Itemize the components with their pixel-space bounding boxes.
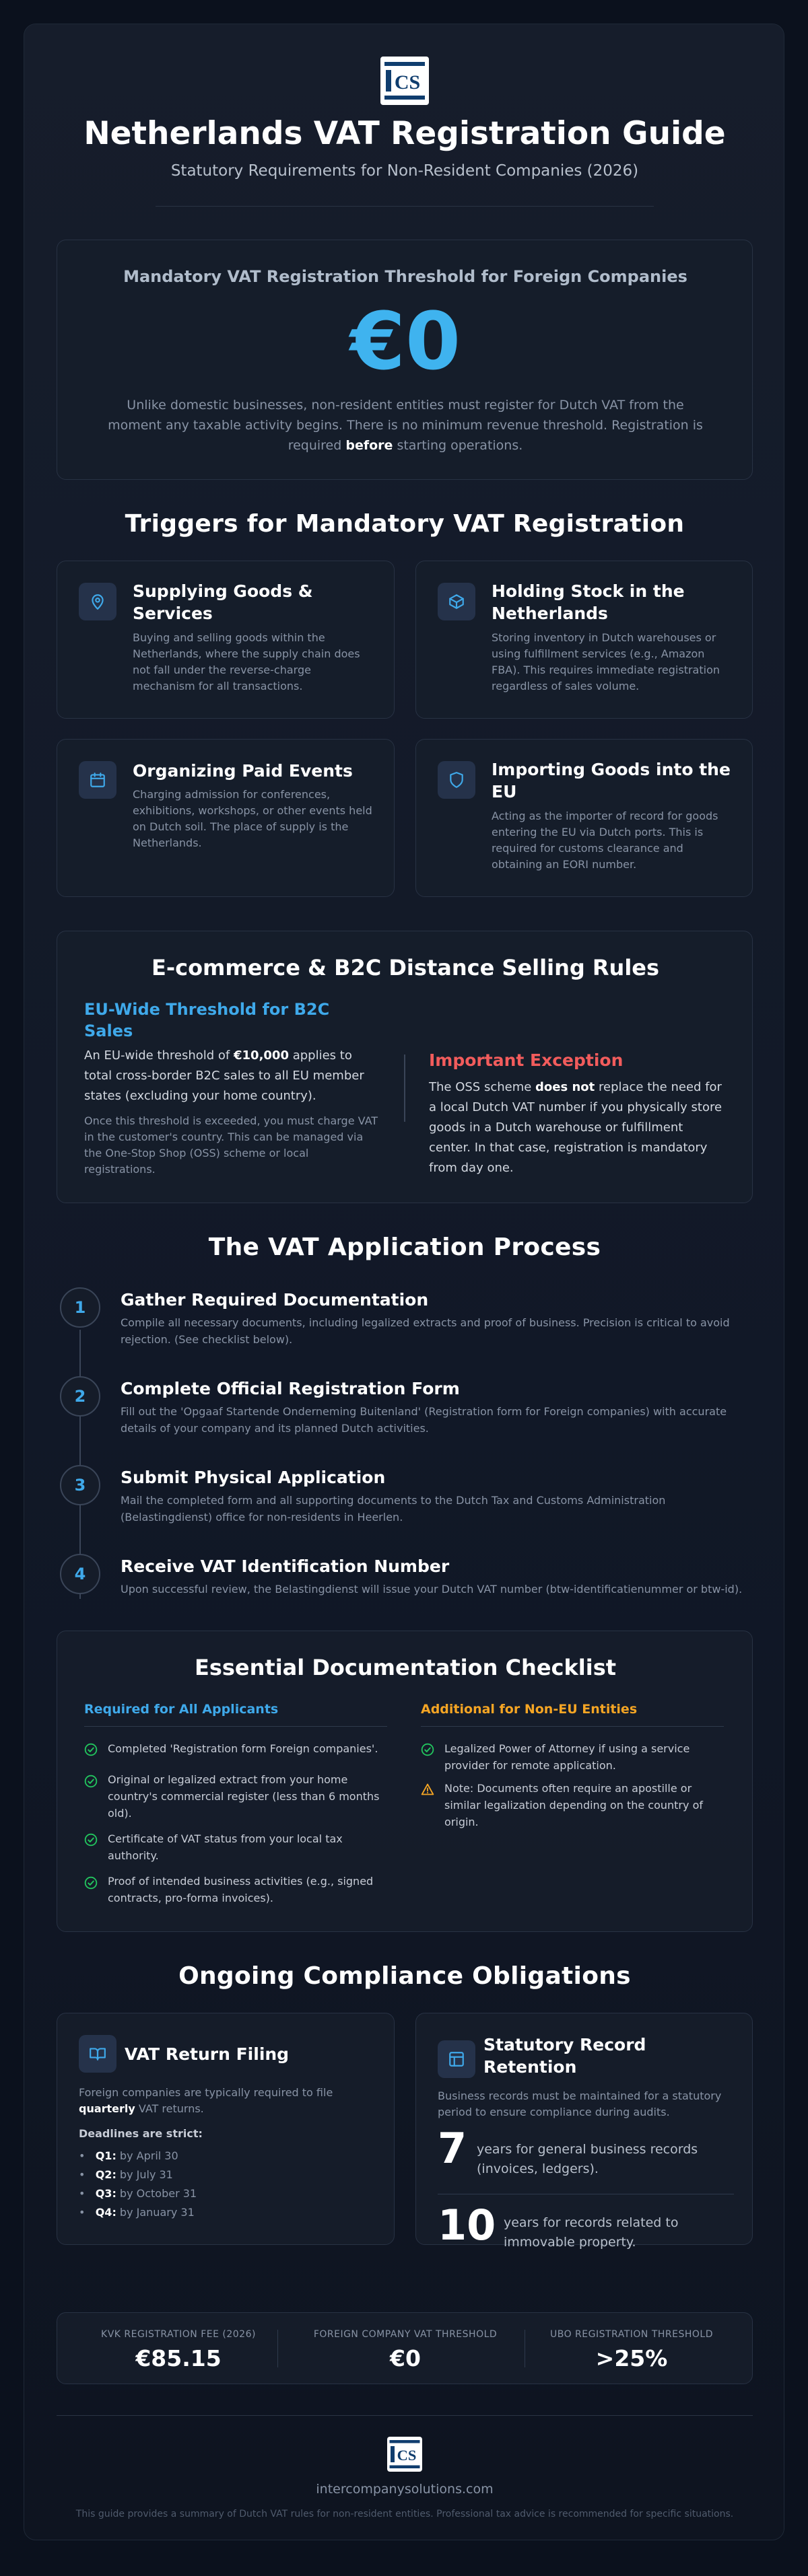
- archive-layout-icon: [438, 2040, 475, 2078]
- logo-mark-icon: [383, 59, 426, 102]
- shield-icon: [438, 761, 475, 799]
- b2c-threshold-text: An EU-wide threshold of €10,000 applies to total cross-border B2C sales to all EU member states (excluding your home country).: [84, 1048, 364, 1103]
- checklist-left-title: Required for All Applicants: [84, 1702, 279, 1717]
- vat-return-card: [57, 2013, 395, 2245]
- check-circle-icon: [84, 1775, 98, 1788]
- logo-text: CS: [394, 71, 421, 94]
- step-title: Complete Official Registration Form: [121, 1379, 460, 1398]
- trigger-title: Organizing Paid Events: [133, 761, 353, 781]
- step-number: 3: [60, 1465, 100, 1505]
- trigger-card-holding-stock: [415, 561, 753, 719]
- threshold-value: €0: [349, 295, 461, 388]
- trigger-description: Charging admission for conferences, exhibitions, workshops, or other events held on Dutch soil. The place of supply is the Netherlands.: [133, 788, 372, 849]
- header-divider: [156, 206, 654, 207]
- b2c-threshold-title: EU-Wide Threshold for B2C Sales: [84, 1000, 330, 1040]
- vat-return-description: Foreign companies are typically required to file quarterly VAT returns.: [79, 2086, 333, 2115]
- box-icon: [438, 583, 475, 620]
- record-retention-title: Statutory Record Retention: [483, 2035, 646, 2077]
- stat-value: €85.15: [135, 2345, 222, 2371]
- trigger-title: Importing Goods into the EU: [492, 760, 731, 801]
- checklist-heading: Essential Documentation Checklist: [194, 1655, 617, 1680]
- checklist-right-divider: [421, 1726, 724, 1727]
- stat-label: UBO REGISTRATION THRESHOLD: [549, 2329, 713, 2340]
- threshold-emphasis: before: [345, 438, 393, 453]
- vat-return-title: VAT Return Filing: [125, 2044, 290, 2064]
- ecommerce-divider: [404, 1054, 405, 1122]
- step-number: 1: [60, 1287, 100, 1328]
- exception-title: Important Exception: [429, 1050, 624, 1070]
- checklist-item: Note: Documents often require an apostille or similar legalization depending on the country of origin.: [444, 1782, 703, 1828]
- retention-years-general: 7: [438, 2124, 467, 2173]
- trigger-card-supplying: [57, 561, 395, 719]
- footer-website-link[interactable]: intercompanysolutions.com: [316, 2482, 494, 2497]
- retention-general-text: years for general business records (invoices, ledgers).: [477, 2142, 698, 2176]
- trigger-description: Acting as the importer of record for goods entering the EU via Dutch ports. This is required for customs clearance and obtaining an EORI number.: [492, 810, 718, 871]
- infographic-page: [24, 24, 784, 2540]
- stats-bar: [57, 2312, 753, 2384]
- record-retention-card: [415, 2013, 753, 2250]
- map-pin-icon: [79, 583, 116, 620]
- threshold-card: [57, 240, 753, 480]
- deadline-item: • Q1: by April 30: [79, 2149, 178, 2162]
- stat-label: FOREIGN COMPANY VAT THRESHOLD: [313, 2329, 498, 2340]
- trigger-title: Holding Stock in the Netherlands: [492, 581, 685, 623]
- triggers-heading: Triggers for Mandatory VAT Registration: [125, 510, 685, 538]
- trigger-description: Storing inventory in Dutch warehouses or using fulfillment services (e.g., Amazon FBA). This requires immediate registration regardless of sales volume.: [492, 631, 720, 692]
- stat-divider: [277, 2330, 278, 2367]
- page-subtitle: Statutory Requirements for Non-Resident Companies (2026): [170, 162, 639, 180]
- footer-disclaimer: This guide provides a summary of Dutch VAT rules for non-resident entities. Professional tax advice is recommended for specific situations.: [75, 2509, 734, 2519]
- stat-value: €0: [390, 2345, 421, 2371]
- page-title: Netherlands VAT Registration Guide: [83, 115, 726, 152]
- checklist-left-divider: [84, 1726, 387, 1727]
- calendar-icon: [79, 761, 116, 799]
- process-heading: The VAT Application Process: [208, 1233, 601, 1261]
- deadline-item: • Q4: by January 31: [79, 2206, 195, 2219]
- compliance-heading: Ongoing Compliance Obligations: [178, 1962, 631, 1990]
- b2c-threshold-note: Once this threshold is exceeded, you must charge VAT in the customer's country. This can be managed via the One-Stop Shop (OSS) scheme or local registrations.: [84, 1114, 378, 1176]
- trigger-title: Supplying Goods & Services: [133, 581, 313, 623]
- exception-text: The OSS scheme does not replace the need for a local Dutch VAT number if you physically store goods in a Dutch warehouse or fulfillment center. In that case, registration is mandatory from day one.: [429, 1080, 722, 1175]
- deadline-item: • Q3: by October 31: [79, 2187, 197, 2200]
- checklist-card: [57, 1631, 753, 1932]
- check-circle-icon: [421, 1743, 434, 1756]
- deadlines-label: Deadlines are strict:: [79, 2127, 203, 2140]
- step-title: Receive VAT Identification Number: [121, 1557, 450, 1576]
- trigger-card-importing: [415, 739, 753, 897]
- deadline-item: • Q2: by July 31: [79, 2168, 173, 2181]
- record-retention-description: Business records must be maintained for a statutory period to ensure compliance during audits.: [438, 2089, 722, 2118]
- footer-divider: [57, 2415, 753, 2416]
- step-title: Submit Physical Application: [121, 1468, 386, 1487]
- step-description: Upon successful review, the Belastingdienst will issue your Dutch VAT number (btw-identificatienummer or btw-id).: [121, 1583, 743, 1596]
- ecommerce-card: [57, 931, 753, 1203]
- checklist-item: Certificate of VAT status from your local tax authority.: [108, 1832, 343, 1862]
- step-description: Mail the completed form and all supporting documents to the Dutch Tax and Customs Administration (Belastingdienst) office for non-residents in Heerlen.: [121, 1494, 666, 1524]
- step-title: Gather Required Documentation: [121, 1290, 429, 1310]
- checklist-item: Original or legalized extract from your home country's commercial register (less than 6 months old).: [108, 1773, 380, 1820]
- threshold-description: Unlike domestic businesses, non-resident entities must register for Dutch VAT from the moment any taxable activity begins. There is no minimum revenue threshold. Registration is required before starting operations.: [108, 398, 703, 453]
- footer-logo: [387, 2437, 422, 2472]
- checklist-item: Proof of intended business activities (e.g., signed contracts, pro-forma invoices).: [108, 1875, 374, 1904]
- step-description: Fill out the 'Opgaaf Startende Onderneming Buitenland' (Registration form for Foreign companies) with accurate details of your company and its planned Dutch activities.: [121, 1405, 727, 1435]
- step-number: 2: [60, 1376, 100, 1417]
- step-number: 4: [60, 1554, 100, 1594]
- checklist-right-title: Additional for Non-EU Entities: [421, 1702, 638, 1717]
- threshold-label: Mandatory VAT Registration Threshold for Foreign Companies: [123, 267, 687, 286]
- company-logo: [380, 57, 429, 105]
- book-open-icon: [79, 2035, 116, 2073]
- check-circle-icon: [84, 1876, 98, 1890]
- step-description: Compile all necessary documents, including legalized extracts and proof of business. Precision is critical to avoid rejection. (See checklist below).: [121, 1316, 730, 1346]
- checklist-item: Legalized Power of Attorney if using a service provider for remote application.: [444, 1742, 690, 1772]
- check-circle-icon: [84, 1743, 98, 1756]
- stat-label: KVK REGISTRATION FEE (2026): [101, 2329, 256, 2340]
- logo-mark-icon: [389, 2438, 421, 2470]
- trigger-card-events: [57, 739, 395, 897]
- stat-value: >25%: [595, 2345, 668, 2371]
- warning-triangle-icon: [421, 1783, 434, 1796]
- retention-years-property: 10: [438, 2201, 496, 2250]
- retention-property-text: years for records related to immovable property.: [504, 2215, 679, 2250]
- ecommerce-heading: E-commerce & B2C Distance Selling Rules: [151, 955, 660, 980]
- trigger-description: Buying and selling goods within the Netherlands, where the supply chain does not fall under the reverse-charge mechanism for all transactions.: [133, 631, 360, 692]
- check-circle-icon: [84, 1833, 98, 1847]
- checklist-item: Completed 'Registration form Foreign companies'.: [108, 1742, 378, 1755]
- logo-text: CS: [397, 2447, 417, 2464]
